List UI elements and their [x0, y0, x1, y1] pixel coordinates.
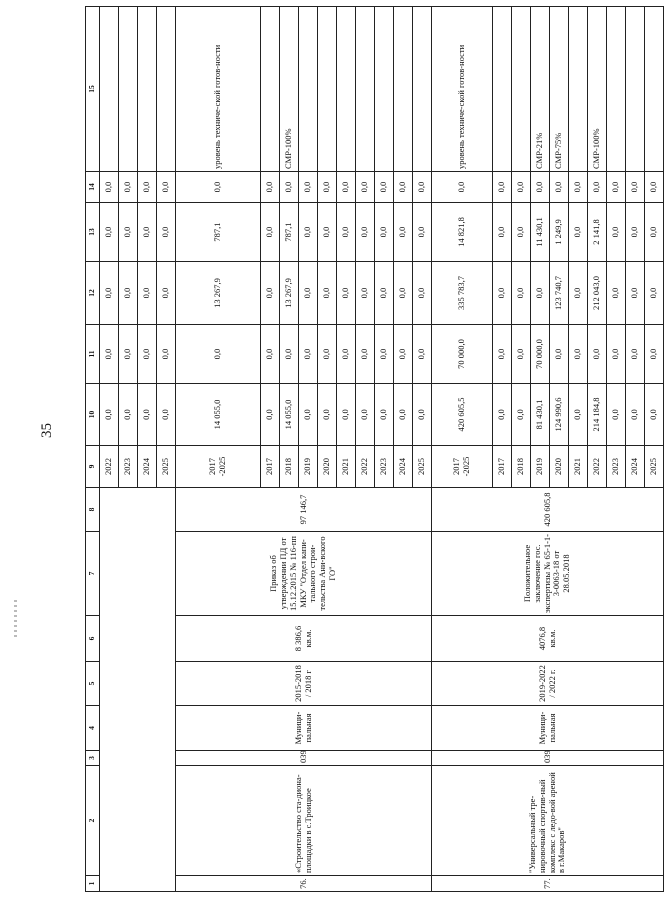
- value-cell-c13: 0,0: [261, 203, 280, 262]
- value-cell-c14: 0,0: [432, 172, 493, 203]
- note-cell: [119, 7, 138, 172]
- value-cell-c14: 0,0: [550, 172, 569, 203]
- year-cell: 2023: [607, 446, 626, 488]
- year-cell: 2019: [299, 446, 318, 488]
- value-cell-c14: 0,0: [493, 172, 512, 203]
- value-cell-c11: 0,0: [119, 325, 138, 384]
- value-cell-c11: 0,0: [337, 325, 356, 384]
- year-cell: 2019: [531, 446, 550, 488]
- value-cell-c10: 0,0: [626, 384, 645, 446]
- value-cell-c12: 123 740,7: [550, 262, 569, 325]
- year-cell: 2018: [512, 446, 531, 488]
- value-cell-c10: 420 605,5: [432, 384, 493, 446]
- value-cell-c11: 0,0: [413, 325, 432, 384]
- note-cell: [138, 7, 157, 172]
- column-number: 7: [86, 532, 100, 616]
- value-cell-c14: 0,0: [588, 172, 607, 203]
- column-number: 13: [86, 203, 100, 262]
- value-cell-c11: 0,0: [318, 325, 337, 384]
- value-cell-c10: 0,0: [645, 384, 664, 446]
- year-cell: 2018: [280, 446, 299, 488]
- value-cell-c12: 0,0: [375, 262, 394, 325]
- note-cell: [607, 7, 626, 172]
- value-cell-c10: 0,0: [337, 384, 356, 446]
- value-cell-c10: 124 990,6: [550, 384, 569, 446]
- value-cell-c12: 0,0: [645, 262, 664, 325]
- value-cell-c14: 0,0: [100, 172, 119, 203]
- value-cell-c13: 0,0: [413, 203, 432, 262]
- value-cell-c14: 0,0: [531, 172, 550, 203]
- year-cell: 2022: [100, 446, 119, 488]
- note-cell: СМР-21%: [531, 7, 550, 172]
- object-name: «Строительство ста-диона-площадки в с.Троицкое: [176, 766, 432, 876]
- note-cell: [261, 7, 280, 172]
- column-number: 4: [86, 706, 100, 751]
- column-number: 14: [86, 172, 100, 203]
- note-cell: СМР-75%: [550, 7, 569, 172]
- year-cell: 2020: [550, 446, 569, 488]
- value-cell-c13: 2 141,8: [588, 203, 607, 262]
- value-cell-c12: 0,0: [100, 262, 119, 325]
- value-cell-c10: 0,0: [261, 384, 280, 446]
- value-cell-c10: 0,0: [318, 384, 337, 446]
- value-cell-c12: 0,0: [138, 262, 157, 325]
- value-cell-c13: 0,0: [375, 203, 394, 262]
- approval-document: Приказ об утверждении ПД от 15.12.2015 № 116-пп МКУ "Отдел капи-тального строи-тельства Ани-вского ГО": [176, 532, 432, 616]
- note-cell: [318, 7, 337, 172]
- year-cell: 2024: [626, 446, 645, 488]
- value-cell-c10: 0,0: [157, 384, 176, 446]
- value-cell-c12: 0,0: [626, 262, 645, 325]
- year-cell: 2021: [569, 446, 588, 488]
- column-number: 12: [86, 262, 100, 325]
- value-cell-c10: 0,0: [100, 384, 119, 446]
- value-cell-c12: 0,0: [531, 262, 550, 325]
- column-number: 6: [86, 616, 100, 662]
- construction-period: 2015-2018 / 2018 г: [176, 662, 432, 706]
- year-cell: 2021: [337, 446, 356, 488]
- note-cell: [512, 7, 531, 172]
- value-cell-c12: 0,0: [569, 262, 588, 325]
- value-cell-c11: 0,0: [176, 325, 261, 384]
- value-cell-c14: 0,0: [176, 172, 261, 203]
- value-cell-c12: 13 267,9: [280, 262, 299, 325]
- value-cell-c10: 14 055,0: [280, 384, 299, 446]
- value-cell-c11: 0,0: [645, 325, 664, 384]
- value-cell-c14: 0,0: [119, 172, 138, 203]
- value-cell-c13: 0,0: [318, 203, 337, 262]
- year-cell: 2023: [119, 446, 138, 488]
- object-summary-row: [176, 7, 261, 892]
- value-cell-c11: 70 000,0: [531, 325, 550, 384]
- value-cell-c10: 0,0: [413, 384, 432, 446]
- value-cell-c14: 0,0: [626, 172, 645, 203]
- value-cell-c11: 0,0: [299, 325, 318, 384]
- column-number: 2: [86, 766, 100, 876]
- value-cell-c10: 0,0: [512, 384, 531, 446]
- value-cell-c13: 0,0: [493, 203, 512, 262]
- year-cell: 2017 -2025: [432, 446, 493, 488]
- capacity: 4076,8 кв.м.: [432, 616, 664, 662]
- value-cell-c11: 0,0: [512, 325, 531, 384]
- value-cell-c14: 0,0: [157, 172, 176, 203]
- value-cell-c14: 0,0: [413, 172, 432, 203]
- note-cell: [626, 7, 645, 172]
- capacity: 8 386,6 кв.м.: [176, 616, 432, 662]
- note-cell: [100, 7, 119, 172]
- year-cell: 2025: [645, 446, 664, 488]
- value-cell-c12: 0,0: [299, 262, 318, 325]
- approval-document: Положительное заключение гос. экспертизы № 65-1-1-3-0063-18 от 28.05.2018: [432, 532, 664, 616]
- note-cell: [394, 7, 413, 172]
- value-cell-c13: 1 249,9: [550, 203, 569, 262]
- value-cell-c11: 0,0: [280, 325, 299, 384]
- note-cell: [337, 7, 356, 172]
- note-cell: [645, 7, 664, 172]
- column-number: 3: [86, 751, 100, 766]
- note-cell: уровень техниче-ской готов-ности: [176, 7, 261, 172]
- object-name: "Универсальный тре-нировочный спортив-ный комплекс с ледо-вой ареной в г.Макаров": [432, 766, 664, 876]
- value-cell-c12: 0,0: [493, 262, 512, 325]
- value-cell-c14: 0,0: [394, 172, 413, 203]
- value-cell-c13: 11 430,1: [531, 203, 550, 262]
- value-cell-c14: 0,0: [569, 172, 588, 203]
- value-cell-c13: 0,0: [356, 203, 375, 262]
- object-code: 039: [176, 751, 432, 766]
- value-cell-c14: 0,0: [280, 172, 299, 203]
- year-cell: 2025: [413, 446, 432, 488]
- note-cell: [569, 7, 588, 172]
- value-cell-c10: 0,0: [569, 384, 588, 446]
- value-cell-c13: 0,0: [337, 203, 356, 262]
- column-number: 8: [86, 488, 100, 532]
- value-cell-c10: 14 055,0: [176, 384, 261, 446]
- investment-objects-table: [85, 6, 664, 892]
- value-cell-c14: 0,0: [356, 172, 375, 203]
- value-cell-c11: 0,0: [375, 325, 394, 384]
- year-cell: 2022: [588, 446, 607, 488]
- value-cell-c13: 0,0: [626, 203, 645, 262]
- construction-period: 2019-2022 / 2022 г.: [432, 662, 664, 706]
- year-cell: 2024: [394, 446, 413, 488]
- value-cell-c10: 0,0: [299, 384, 318, 446]
- value-cell-c10: 0,0: [607, 384, 626, 446]
- value-cell-c10: 0,0: [356, 384, 375, 446]
- table-row: [100, 7, 119, 892]
- value-cell-c14: 0,0: [512, 172, 531, 203]
- year-cell: 2017 -2025: [176, 446, 261, 488]
- note-cell: СМР-100%: [280, 7, 299, 172]
- value-cell-c12: 0,0: [119, 262, 138, 325]
- year-cell: 2017: [261, 446, 280, 488]
- object-code: 039: [432, 751, 664, 766]
- value-cell-c13: 0,0: [394, 203, 413, 262]
- value-cell-c13: 0,0: [138, 203, 157, 262]
- object-number: 77.: [432, 876, 664, 892]
- value-cell-c13: 0,0: [607, 203, 626, 262]
- note-cell: [299, 7, 318, 172]
- value-cell-c10: 0,0: [138, 384, 157, 446]
- estimated-cost: 97 146,7: [176, 488, 432, 532]
- year-cell: 2025: [157, 446, 176, 488]
- value-cell-c11: 0,0: [157, 325, 176, 384]
- value-cell-c11: 0,0: [394, 325, 413, 384]
- ownership: Муници-пальная: [432, 706, 664, 751]
- value-cell-c14: 0,0: [299, 172, 318, 203]
- note-cell: [356, 7, 375, 172]
- value-cell-c12: 0,0: [394, 262, 413, 325]
- value-cell-c13: 0,0: [569, 203, 588, 262]
- value-cell-c11: 0,0: [569, 325, 588, 384]
- value-cell-c14: 0,0: [645, 172, 664, 203]
- value-cell-c11: 0,0: [626, 325, 645, 384]
- value-cell-c10: 81 430,1: [531, 384, 550, 446]
- value-cell-c13: 0,0: [157, 203, 176, 262]
- object-number: 76.: [176, 876, 432, 892]
- value-cell-c13: 0,0: [119, 203, 138, 262]
- value-cell-c11: 0,0: [356, 325, 375, 384]
- value-cell-c11: 0,0: [100, 325, 119, 384]
- value-cell-c12: 0,0: [413, 262, 432, 325]
- value-cell-c13: 14 821,8: [432, 203, 493, 262]
- value-cell-c10: 214 184,8: [588, 384, 607, 446]
- value-cell-c14: 0,0: [138, 172, 157, 203]
- value-cell-c11: 0,0: [493, 325, 512, 384]
- year-cell: 2020: [318, 446, 337, 488]
- value-cell-c13: 0,0: [512, 203, 531, 262]
- note-cell: [375, 7, 394, 172]
- value-cell-c12: 0,0: [356, 262, 375, 325]
- value-cell-c14: 0,0: [337, 172, 356, 203]
- year-cell: 2022: [356, 446, 375, 488]
- rotated-table-wrapper: [85, 7, 659, 892]
- value-cell-c13: 0,0: [100, 203, 119, 262]
- column-number: 9: [86, 446, 100, 488]
- value-cell-c12: 0,0: [607, 262, 626, 325]
- column-number: 10: [86, 384, 100, 446]
- value-cell-c10: 0,0: [394, 384, 413, 446]
- note-cell: СМР-100%: [588, 7, 607, 172]
- value-cell-c14: 0,0: [375, 172, 394, 203]
- value-cell-c12: 0,0: [261, 262, 280, 325]
- value-cell-c11: 0,0: [607, 325, 626, 384]
- continuation-blank: [100, 488, 176, 892]
- estimated-cost: 420 605,8: [432, 488, 664, 532]
- value-cell-c11: 0,0: [588, 325, 607, 384]
- value-cell-c14: 0,0: [318, 172, 337, 203]
- value-cell-c10: 0,0: [493, 384, 512, 446]
- column-number: 5: [86, 662, 100, 706]
- value-cell-c12: 13 267,9: [176, 262, 261, 325]
- page-number: 35: [39, 423, 55, 438]
- value-cell-c12: 212 043,0: [588, 262, 607, 325]
- year-cell: 2023: [375, 446, 394, 488]
- value-cell-c14: 0,0: [607, 172, 626, 203]
- value-cell-c11: 0,0: [138, 325, 157, 384]
- note-cell: [157, 7, 176, 172]
- value-cell-c12: 0,0: [318, 262, 337, 325]
- value-cell-c13: 0,0: [299, 203, 318, 262]
- note-cell: [413, 7, 432, 172]
- column-number: 1: [86, 876, 100, 892]
- value-cell-c13: 0,0: [645, 203, 664, 262]
- year-cell: 2017: [493, 446, 512, 488]
- column-number-row: [86, 7, 100, 892]
- value-cell-c11: 0,0: [261, 325, 280, 384]
- ownership: Муници-пальная: [176, 706, 432, 751]
- year-cell: 2024: [138, 446, 157, 488]
- value-cell-c10: 0,0: [119, 384, 138, 446]
- value-cell-c13: 787,1: [280, 203, 299, 262]
- value-cell-c13: 787,1: [176, 203, 261, 262]
- value-cell-c12: 0,0: [512, 262, 531, 325]
- value-cell-c11: 0,0: [550, 325, 569, 384]
- value-cell-c12: 0,0: [337, 262, 356, 325]
- column-number: 15: [86, 7, 100, 172]
- note-cell: уровень техниче-ской готов-ности: [432, 7, 493, 172]
- value-cell-c12: 335 783,7: [432, 262, 493, 325]
- value-cell-c14: 0,0: [261, 172, 280, 203]
- note-cell: [493, 7, 512, 172]
- value-cell-c12: 0,0: [157, 262, 176, 325]
- object-summary-row: [432, 7, 493, 892]
- value-cell-c11: 70 000,0: [432, 325, 493, 384]
- column-number: 11: [86, 325, 100, 384]
- value-cell-c10: 0,0: [375, 384, 394, 446]
- scan-margin-marks: [14, 600, 17, 640]
